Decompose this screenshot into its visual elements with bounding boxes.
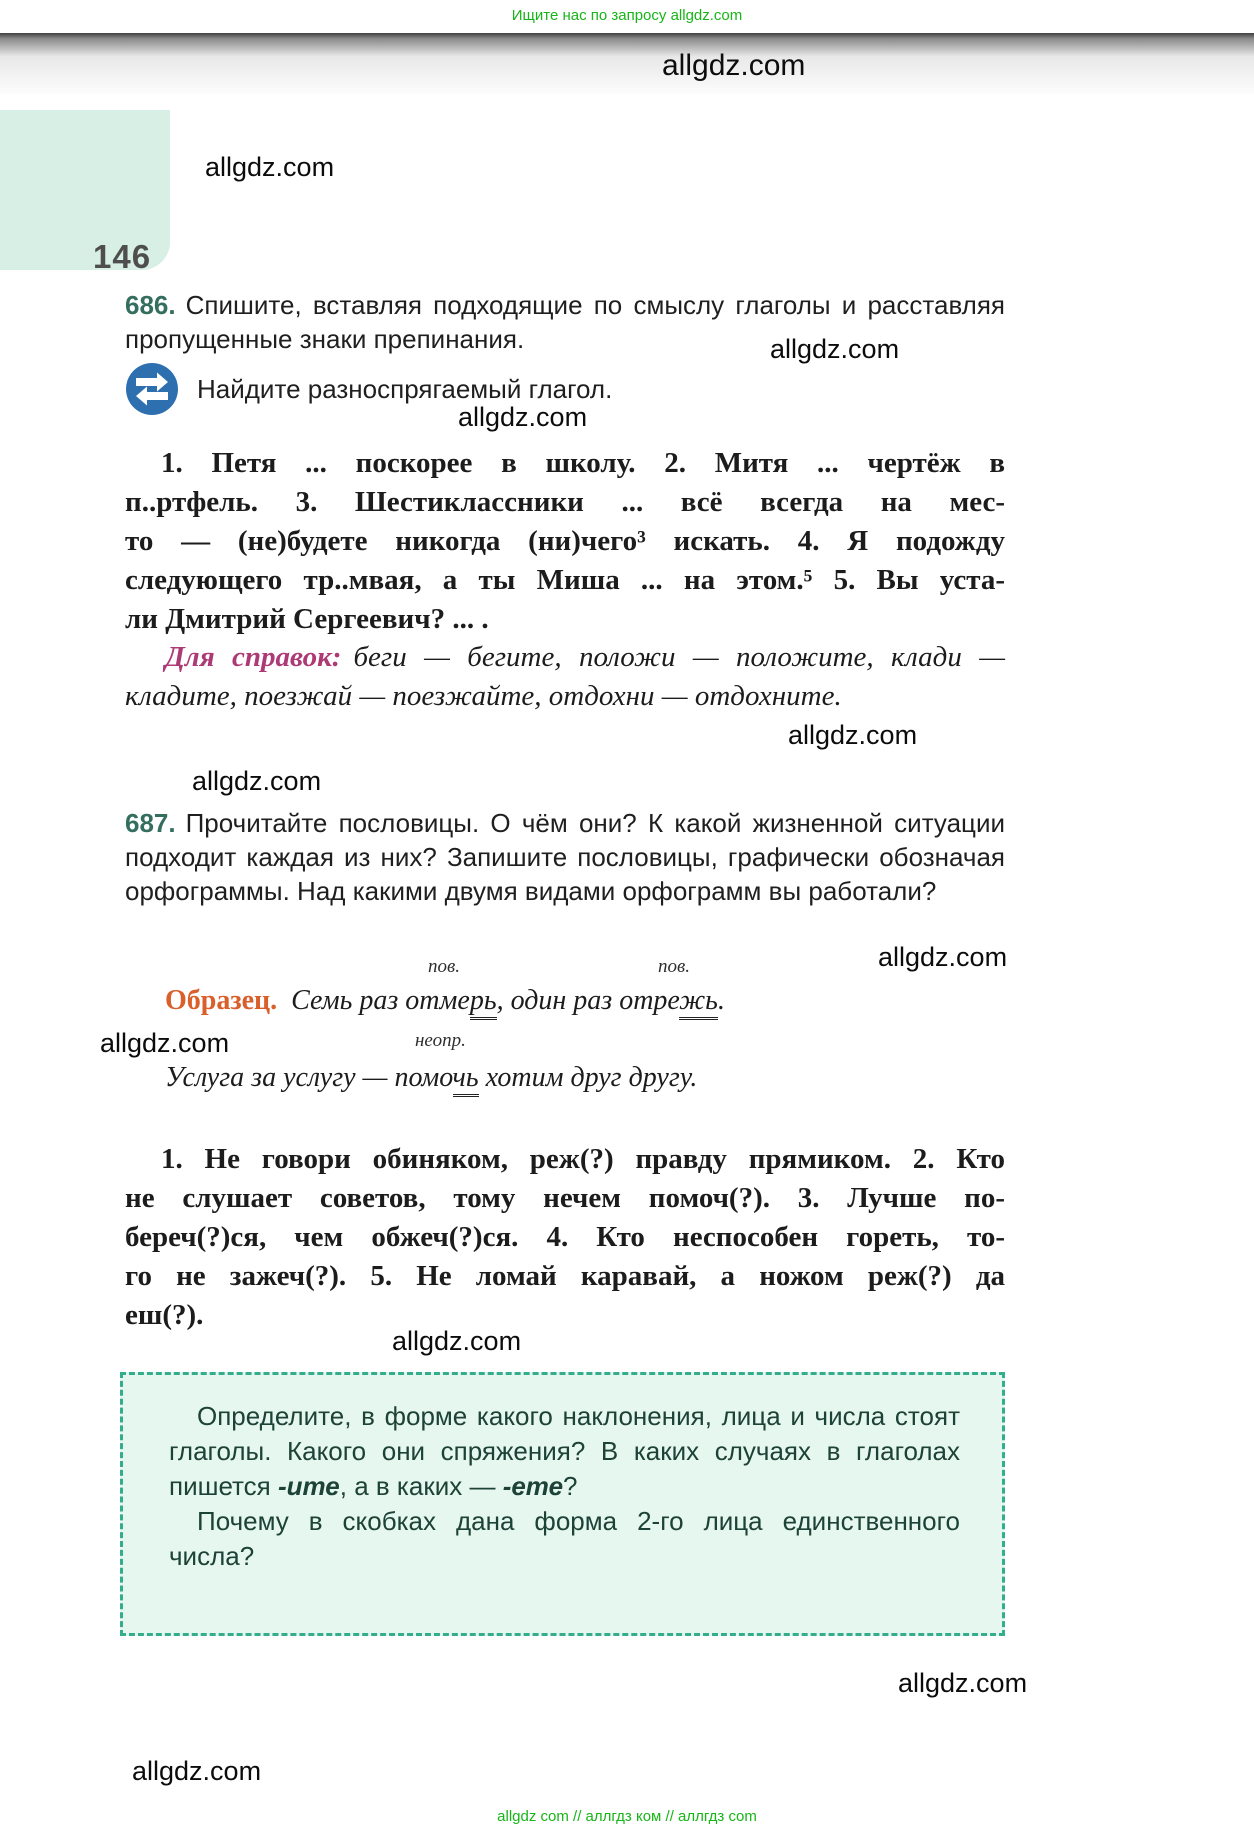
proverb-line: го не зажеч(?). 5. Не ломай каравай, а ножом реж(?) да [125,1260,1005,1292]
box-text-part: , а в каких — [339,1471,503,1501]
sentence-line: следующего тр..мвая, а ты Миша ... на этом.⁵ 5. Вы уста- [125,564,1005,596]
exercise-686-subinstruction: Найдите разноспрягаемый глагол. [197,374,613,404]
sentence-line: 1. Петя ... поскорее в школу. 2. Митя ... чертёж в [161,447,1005,479]
help-label: Для справок: [165,641,342,673]
box-text-part: ? [563,1471,578,1501]
watermark: allgdz.com [458,402,588,432]
sample-annotation-neopr: неопр. [415,1030,466,1051]
box-ending-ite: -ите [277,1471,340,1501]
watermark: allgdz.com [392,1326,522,1356]
box-text-part: Определите, в форме какого наклонения, лица и числа стоят глаголы. Какого они спряжения? В каких случаях в глаголах пишется [169,1401,960,1501]
underlined-orthogram: чь [453,1062,479,1097]
proverb-line: береч(?)ся, чем обжеч(?)ся. 4. Кто неспособен гореть, то- [125,1221,1005,1253]
sentence-line: п..ртфель. 3. Шестиклассники ... всё всегда на мес- [125,486,1005,518]
sample-text-part: Услуга за услугу — помо [165,1062,453,1093]
sample-sentence-2 [165,1062,697,1094]
repeat-arrows-icon [125,362,179,416]
watermark: allgdz.com [770,334,900,364]
box-ending-ete: -ете [502,1471,564,1501]
sample-text-part: Семь раз отме [291,985,470,1016]
sample-annotation-pov-1: пов. [428,956,460,977]
sample-text-part: . [717,985,725,1016]
exercise-686-subtask [125,362,612,416]
proverb-line: 1. Не говори обиняком, реж(?) правду прямиком. 2. Кто [161,1143,1005,1175]
exercise-687-instruction-text: Прочитайте пословицы. О чём они? К какой жизненной ситуации подходит каждая из них? Запишите пословицы, графически обозначая орфограммы. Над какими двумя видами орфограмм вы работали? [125,808,1005,906]
sample-label: Образец. [165,985,278,1016]
sample-annotation-pov-2: пов. [658,956,690,977]
exercise-686-number: 686. [125,290,176,320]
proverb-line: еш(?). [125,1299,204,1331]
exercise-687-number: 687. [125,808,176,838]
sample-text-part: хотим друг другу. [478,1062,698,1093]
exercise-686-instruction-text: Спишите, вставляя подходящие по смыслу глаголы и расставляя пропущенные знаки препинания. [125,290,1005,354]
underlined-orthogram: жь [679,985,718,1020]
underlined-orthogram: рь [470,985,497,1020]
sample-sentence-1 [165,985,725,1017]
exercise-686-sentences [125,444,1005,639]
header-bar [0,33,1254,95]
site-notice: Ищите нас по запросу allgdz.com [511,7,743,24]
page-number: 146 [93,238,152,275]
proverb-line: не слушает советов, тому нечем помоч(?). 3. Лучше по- [125,1182,1005,1214]
watermark: allgdz.com [205,152,335,182]
sample-text-part: , один раз отре [496,985,680,1016]
task-box-paragraph-1 [169,1399,960,1504]
exercise-686-instruction [125,288,1005,356]
task-box [120,1372,1005,1636]
header-watermark: allgdz.com [662,49,806,82]
help-text: беги — бегите, положи — положите, клади — кладите, поезжай — поезжайте, отдохни — отдохните. [125,641,1006,712]
watermark: allgdz.com [132,1756,262,1786]
help-paragraph [125,638,1005,716]
sentence-line: ли Дмитрий Сергеевич? ... . [125,603,489,635]
task-box-paragraph-2: Почему в скобках дана форма 2-го лица единственного числа? [169,1506,960,1571]
sentence-line: то — (не)будете никогда (ни)чего³ искать. 4. Я подожду [125,525,1005,557]
watermark: allgdz.com [898,1668,1028,1698]
watermark: allgdz.com [788,720,918,750]
watermark: allgdz.com [100,1028,230,1058]
exercise-687-proverbs [125,1140,1005,1335]
watermark: allgdz.com [192,766,322,796]
watermark: allgdz.com [878,942,1008,972]
page-footer: allgdz com // аллгдз ком // аллгдз com [497,1808,757,1825]
exercise-687-instruction [125,806,1005,908]
